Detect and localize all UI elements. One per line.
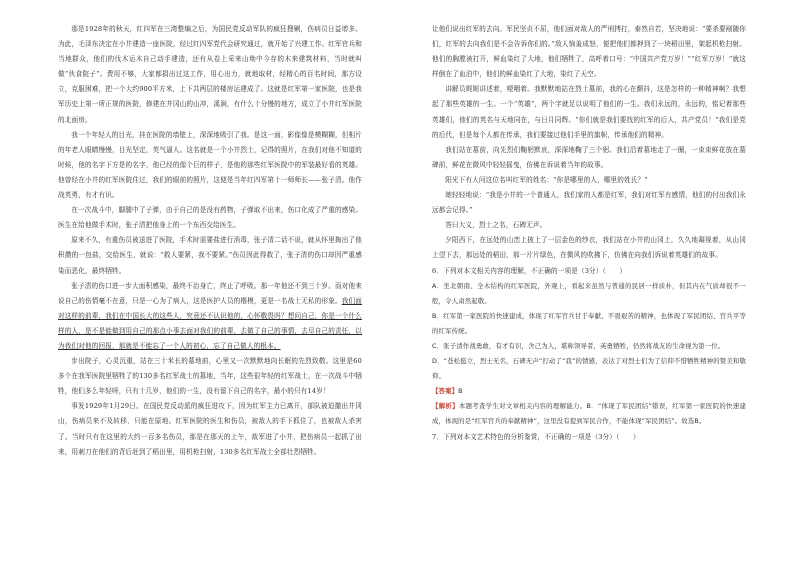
analysis-text: 本题考查学生对文章相关内容的理解能力。B．“体现了军民团结”错误，红军第一家医院的快速建成，体现的是“红军官兵的奉献精神”，这里没有提到军民合作，不能体现“军民团结”。故选B。 — [432, 402, 746, 426]
paragraph: 她轻轻地说：“我是小井的一个普通人，我们家的人都是红军，我们对红军有感情，他们的付出我们永远都会记得。” — [432, 191, 746, 215]
question-7-stem: 7．下列对本文艺术特色的分析鉴赏，不正确的一项是（3分）（ ） — [432, 432, 640, 441]
paragraph: 我一个年轻人的目光，挂在医院的墙壁上，深深地吸引了我。是这一面，影像像是模糊糊，但相片的年老人眼睛慢慢，目光坚定，英气逼人。这名就是一个小井烈士，记得的照片，在我们对他不知道的时候，他的名字下方是的名字，他已经的像个巨的样子，是他的那些红军医院中的军装最好看的英雄。他曾经在小井的红军医院住过，我们的眼前的照片，这便是当年红四军第十一师师长——张子清。他作战英勇，有才有识。 — [58, 130, 362, 200]
question-6-stem: 6．下列对本文相关内容的理解，不正确的一项是（3分）（ ） — [432, 266, 627, 275]
option-c: C．张子清作战勇敢，有才有识，舍己为人，堪称领导者，英勇牺牲，仍然将战友的生命视为第一位。 — [432, 341, 725, 350]
paragraph-text: 张子清的伤口进一步大面积感染，最终不治身亡，终止了呼吸。那一年他还不到三十岁。而对他来说自己的伤情毫不在意，只是一心为了病人，这是医护人员的楷模，更是一名战士无私的形象。 — [58, 281, 362, 305]
option-a: A．坐北朝南、全木结构的红军医院，外观上，看起来虽然与普通的民居一样质朴，但其内在气质却很不一般，令人肃然起敬。 — [432, 281, 746, 305]
answer-tag: 【答案】 — [432, 387, 459, 396]
paragraph: 原来不久，有重伤员被送进了医院，手术时需要盐进行消毒，张子清二话不说，就从怀里掏出了他积攒的一包盐，交给医生，就说：“救人要紧，我不要紧。”伤员因此得救了，张子清的伤口却因严重感染而恶化，最终牺牲。 — [58, 236, 362, 275]
option-b: B．红军第一家医院的快速建成，体现了红军官兵甘于奉献、不畏艰苦的精神，也体现了军民团结、官兵平等的红军传统。 — [432, 311, 746, 335]
left-column — [58, 22, 362, 460]
answer-value: B — [458, 387, 463, 396]
paragraph: 那是1928年的秋天，红四军在三湾整编之后，为国民党反动军队的疯狂搜剿，伤病员日益增多。为此，毛泽东决定在小井建造一座医院，经过红四军党代会研究通过，就开始了兴建工作。红军官兵和当地群众，他们的伐木运木自己动手建造，还有从卷上采来山坳中今存的木来建筑材料，当时就叫做“伙食院子”。费用不够，大家都捐出过这工作，用心出力，就地取材，经精心的百名时间，那方设立，克服困难，把一个大约900平方米，上下共两层的楼房运建成了。这就是红军第一家医院，也是我军历史上第一所正规的医院，修建在井冈山的山冲，溪涧，有什么十分慢的地方，成立了小井红军医院的北面房。 — [58, 25, 362, 124]
paragraph: 夕阳西下，在远处的山峦上披上了一层金色的纱衣，我们站在小井的山冈上，久久地凝视着，从山冈上望下去，那远处的稻田，那一片片绿色，在微风的吹拂下，仿佛在向我们诉说着英雄们的故事。 — [432, 236, 746, 260]
underlined-passage: 我们面对这样的前辈，我们在中国长大的这些人，究竟还不认识他的，心怀敬畏吗？想问自己，你是一个什么样的人，是不是能做到用自己的那点小事去面对我们的前辈，去做了自己的事情，去尽自己的责任，以为我们对他的回报，那就是不能忘了一个人的初心，忘了自己做人的根本。 — [58, 296, 362, 350]
paragraph — [58, 279, 362, 354]
paragraph: 让他们说出红军的去向。军民坚贞不屈，他们面对敌人的严刑拷打，泰然自若，坚决地说：“要杀要剐随你们，红军的去向我们是不会告诉你们的。”敌人恼羞成怒，便把他们都押到了一块稻田里，架起机枪扫射。他们的胸膛被打开，鲜血染红了大地，他们牺牲了，高呼着口号：“中国共产党万岁！”“红军万岁！”就这样倒在了血泊中，他们的鲜血染红了大地，染红了天空。 — [432, 25, 746, 79]
paragraph: 步出院子，心灵沉重，站在三十米长的墓地前，心里又一次默默地向长眠的先烈致敬。这里是60多个在我军医院里牺牲了的130多名红军战士的墓地，当年，这些很年轻的红军战士，在一次战斗中牺牲，他们多么年轻呀，只有十几岁，他们的一生，没有留下自己的名字，最小的只有14岁！ — [58, 357, 362, 396]
paragraph: 事发1929年1月29日。在国民党反动派的疯狂进攻下，因为红军主力已离开，部队被迫撤出井冈山，伤病员来不及转移，只能在原地。红军医院的医生和伤员，被敌人的手下抓住了，也被敌人杀害了。当时只有在这里的大约一百多名伤员，那是在那天的上午，敌军进了小井，把伤病员一起抓了出来，用刺刀在他们的背后赶到了稻田里，用机枪扫射，130多名红军战士全部壮烈牺牲。 — [58, 402, 362, 456]
analysis-tag: 【解析】 — [432, 402, 459, 411]
paragraph: 讲解员娓娓讲述着，哽咽着。我默默地站在烈士墓前，我的心在颤抖，这是怎样的一种精神啊？我想起了那些英雄的一生。一个“英雄”，两个字就足以说明了他们的一生。我们永远的，永远的，铭记着那些英雄们，他们的英名与天地同在，与日月同辉。“你们就是我们要找的红军的后人，共产党员！”我们是党的后代，但是每个人都在传承，我们要接过他们手里的旗帜，传承他们的精神。 — [432, 85, 746, 139]
answer-line — [432, 384, 746, 399]
paragraph: 在一次战斗中，脚腿中了子弹，由于自己的是没有药物，子弹取不出来，伤口化成了严重的感染。医生在给他做手术时，张子清把他身上的一个东西交给医生。 — [58, 206, 362, 230]
paragraph: 阳光下有人问这位名叫红军的姓名：“你是哪里的人，哪里的姓氏？” — [445, 175, 648, 184]
analysis-line — [432, 399, 746, 429]
right-column — [432, 22, 746, 445]
paragraph: 答曰大义，烈士之名，石碑无声。 — [445, 221, 547, 230]
paragraph: 我们站在墓前，向先烈们鞠躬默哀，深深地鞠了三个躬。我们沿着墓地走了一圈，一束束鲜花放在墓碑前，鲜花在微风中轻轻摇曳，仿佛在诉说着当年的故事。 — [432, 145, 746, 169]
option-d: D．“苍松挺立，烈士无名，石碑无声”打动了“我”的情感，表达了对烈士们为了信仰不惜牺牲精神的赞美和敬仰。 — [432, 357, 746, 381]
